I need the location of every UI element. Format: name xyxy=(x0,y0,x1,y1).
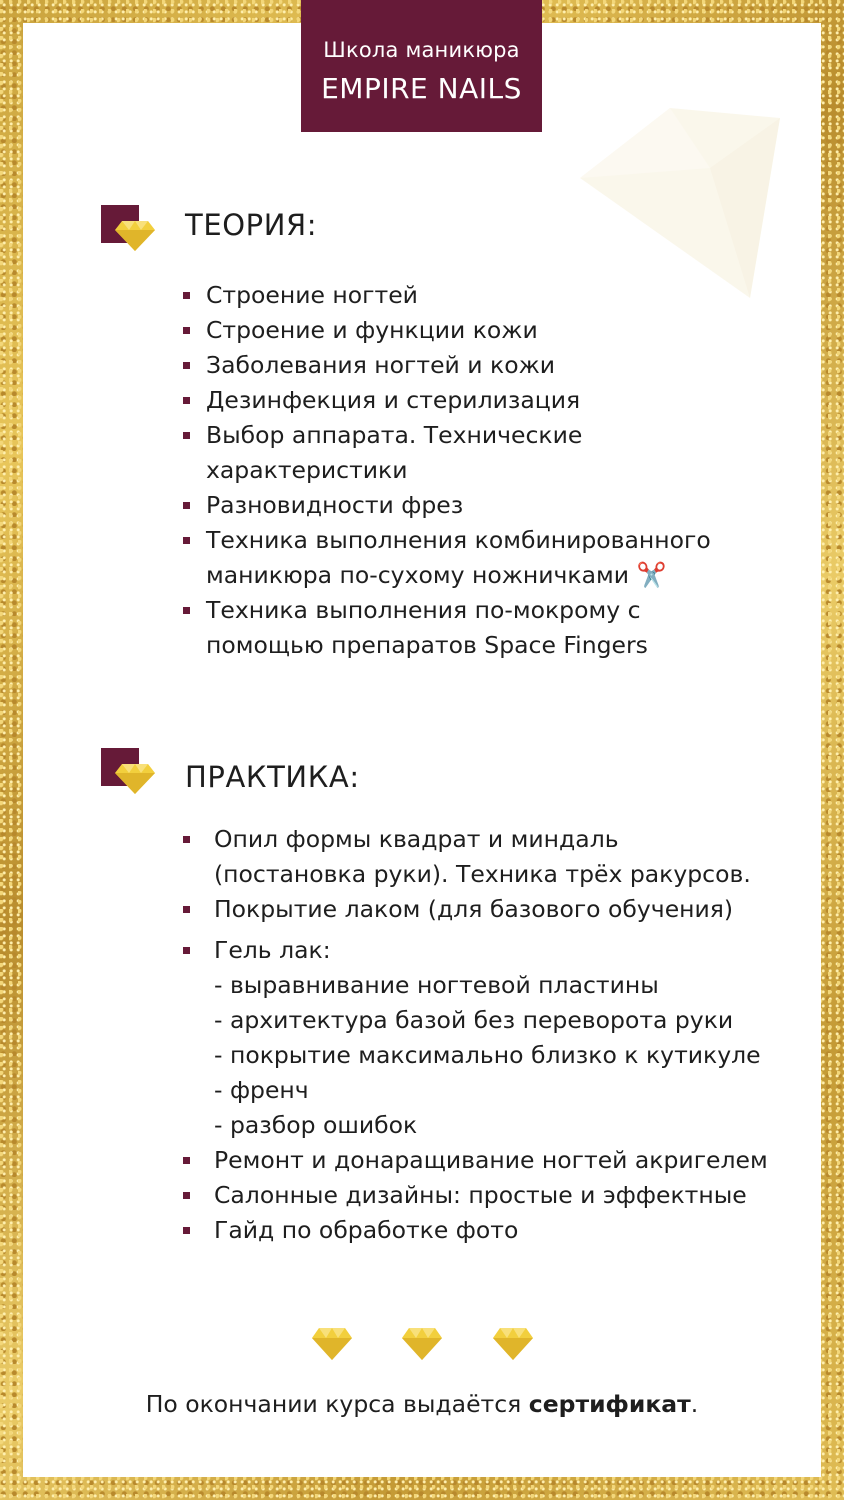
list-item: Техника выполнения комбинированного маникюра по-сухому ножничками ✂️ xyxy=(206,523,746,593)
practice-diamond-icon xyxy=(101,748,161,800)
gel-subitem: - выравнивание ногтевой пластины xyxy=(214,971,659,999)
square-bullet-icon xyxy=(183,362,190,369)
practice-list xyxy=(214,822,804,1248)
gel-subitem: - архитектура базой без переворота руки xyxy=(214,1006,734,1034)
square-bullet-icon xyxy=(183,397,190,404)
list-item: Дезинфекция и стерилизация xyxy=(206,383,796,418)
list-item: Выбор аппарата. Технические характеристики xyxy=(206,418,626,488)
list-item: Опил формы квадрат и миндаль (постановка руки). Техника трёх ракурсов. xyxy=(214,822,759,892)
theory-diamond-icon xyxy=(101,205,161,257)
gel-subitem: - разбор ошибок xyxy=(214,1111,418,1139)
school-title: EMPIRE NAILS xyxy=(321,72,522,105)
square-bullet-icon xyxy=(183,502,190,509)
school-subtitle: Школа маникюра xyxy=(323,38,520,62)
list-item: Салонные дизайны: простые и эффектные xyxy=(214,1178,804,1213)
square-bullet-icon xyxy=(183,537,190,544)
list-item: Техника выполнения по-мокрому с помощью препаратов Space Fingers xyxy=(206,593,676,663)
header-banner xyxy=(301,0,542,132)
diamond-icon xyxy=(402,1328,442,1360)
square-bullet-icon xyxy=(183,947,190,954)
square-bullet-icon xyxy=(183,327,190,334)
square-bullet-icon xyxy=(183,292,190,299)
list-item: Разновидности фрез xyxy=(206,488,796,523)
practice-title: ПРАКТИКА: xyxy=(185,760,360,794)
theory-list xyxy=(206,278,796,663)
square-bullet-icon xyxy=(183,906,190,913)
square-bullet-icon xyxy=(183,1192,190,1199)
list-item: Строение и функции кожи xyxy=(206,313,796,348)
gel-subitem: - покрытие максимально близко к кутикуле xyxy=(214,1041,761,1069)
list-item: Заболевания ногтей и кожи xyxy=(206,348,796,383)
list-item: Ремонт и донаращивание ногтей акригелем xyxy=(214,1143,804,1178)
square-bullet-icon xyxy=(183,607,190,614)
certificate-word: сертификат xyxy=(528,1390,691,1418)
theory-title: ТЕОРИЯ: xyxy=(185,208,318,242)
list-item: Гайд по обработке фото xyxy=(214,1213,804,1248)
list-item: Гель лак: - выравнивание ногтевой пластины - архитектура базой без переворота руки - покрытие максимально близко к кутикуле - френч - разбор ошибок xyxy=(214,933,804,1143)
list-item: Покрытие лаком (для базового обучения) xyxy=(214,892,804,927)
diamond-icon xyxy=(312,1328,352,1360)
scissors-icon: ✂️ xyxy=(636,561,667,589)
square-bullet-icon xyxy=(183,836,190,843)
diamond-icon xyxy=(493,1328,533,1360)
list-item: Строение ногтей xyxy=(206,278,796,313)
gel-subitem: - френч xyxy=(214,1076,309,1104)
square-bullet-icon xyxy=(183,1227,190,1234)
square-bullet-icon xyxy=(183,432,190,439)
certificate-note: По окончании курса выдаётся сертификат. xyxy=(145,1390,699,1418)
square-bullet-icon xyxy=(183,1157,190,1164)
